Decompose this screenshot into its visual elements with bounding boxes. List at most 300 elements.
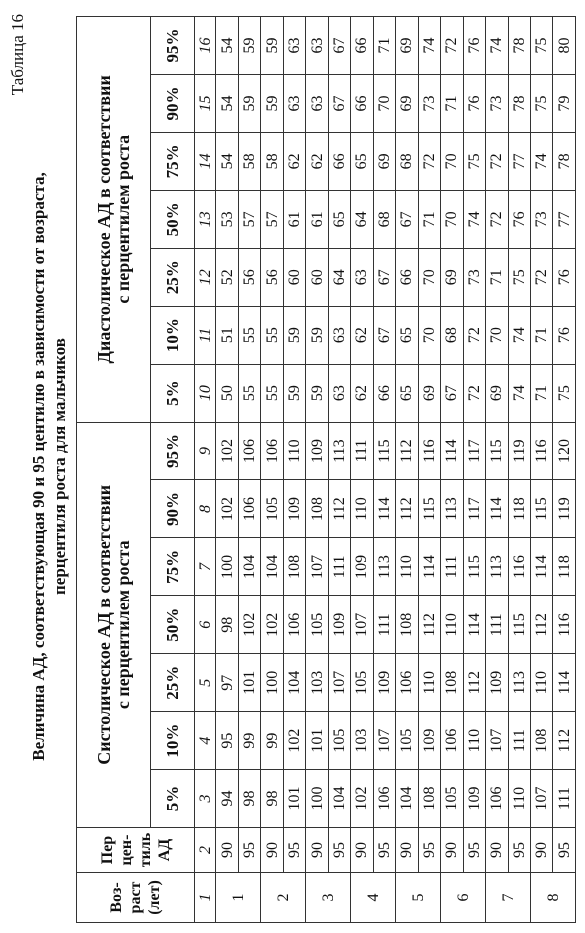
diastolic-cell: 79 (553, 75, 576, 133)
diastolic-cell: 78 (508, 75, 530, 133)
column-number: 16 (195, 17, 216, 75)
column-number: 10 (195, 364, 216, 422)
systolic-header-line: с перцентилем роста (112, 540, 133, 710)
diastolic-cell: 62 (351, 306, 373, 364)
table-row (328, 17, 350, 923)
table-row (283, 17, 305, 923)
systolic-cell: 102 (351, 770, 373, 828)
systolic-cell: 111 (508, 712, 530, 770)
diastolic-cell: 60 (283, 248, 305, 306)
growth-percentile-header: 5% (151, 770, 195, 828)
table-row (486, 17, 508, 923)
growth-percentile-header: 10% (151, 306, 195, 364)
bp-percentile-cell: 90 (441, 828, 463, 873)
systolic-cell: 110 (418, 654, 440, 712)
systolic-cell: 104 (396, 770, 418, 828)
diastolic-cell: 70 (373, 75, 395, 133)
systolic-cell: 110 (463, 712, 485, 770)
diastolic-cell: 74 (418, 17, 440, 75)
age-cell: 6 (441, 873, 486, 923)
systolic-cell: 105 (396, 712, 418, 770)
systolic-cell: 112 (553, 712, 576, 770)
title-line: перцентиля роста для мальчиков (50, 338, 69, 596)
age-cell: 7 (486, 873, 531, 923)
diastolic-cell: 63 (283, 17, 305, 75)
diastolic-cell: 56 (261, 248, 283, 306)
systolic-cell: 101 (238, 654, 260, 712)
systolic-cell: 107 (531, 770, 553, 828)
bp-percentile-cell: 90 (531, 828, 553, 873)
systolic-cell: 103 (351, 712, 373, 770)
systolic-cell: 97 (216, 654, 238, 712)
systolic-cell: 119 (553, 480, 576, 538)
systolic-cell: 104 (283, 654, 305, 712)
diastolic-cell: 69 (418, 364, 440, 422)
diastolic-cell: 74 (508, 364, 530, 422)
diastolic-cell: 55 (261, 364, 283, 422)
diastolic-cell: 58 (238, 132, 260, 190)
diastolic-cell: 74 (463, 190, 485, 248)
systolic-cell: 112 (531, 596, 553, 654)
systolic-cell: 101 (306, 712, 328, 770)
growth-percentile-header: 95% (151, 17, 195, 75)
column-number: 6 (195, 596, 216, 654)
systolic-cell: 111 (328, 538, 350, 596)
systolic-cell: 114 (531, 538, 553, 596)
diastolic-cell: 59 (283, 306, 305, 364)
growth-percentile-header: 10% (151, 712, 195, 770)
diastolic-cell: 63 (306, 17, 328, 75)
systolic-cell: 101 (283, 770, 305, 828)
age-header-line: (лет) (146, 880, 163, 915)
bp-percentile-cell: 95 (463, 828, 485, 873)
bp-percentile-cell: 95 (508, 828, 530, 873)
systolic-cell: 102 (238, 596, 260, 654)
column-number: 9 (195, 422, 216, 480)
diastolic-cell: 67 (328, 75, 350, 133)
table-body (195, 17, 576, 923)
diastolic-cell: 60 (306, 248, 328, 306)
diastolic-cell: 63 (283, 75, 305, 133)
title-line: Величина АД, соответствующая 90 и 95 центилю в зависимости от возраста, (29, 172, 48, 761)
systolic-cell: 100 (306, 770, 328, 828)
age-cell: 3 (306, 873, 351, 923)
diastolic-cell: 70 (441, 132, 463, 190)
growth-percentile-header: 90% (151, 75, 195, 133)
diastolic-cell: 59 (238, 17, 260, 75)
systolic-cell: 112 (396, 422, 418, 480)
systolic-cell: 98 (238, 770, 260, 828)
diastolic-cell: 66 (328, 132, 350, 190)
age-header (77, 873, 195, 923)
systolic-cell: 104 (328, 770, 350, 828)
table-row (351, 17, 373, 923)
growth-percentile-header: 50% (151, 190, 195, 248)
systolic-cell: 111 (351, 422, 373, 480)
percentile-header-line: АД (155, 838, 173, 862)
diastolic-cell: 69 (441, 248, 463, 306)
diastolic-cell: 70 (418, 306, 440, 364)
diastolic-cell: 75 (531, 17, 553, 75)
systolic-cell: 109 (418, 712, 440, 770)
bp-percentile-cell: 90 (216, 828, 238, 873)
diastolic-cell: 69 (486, 364, 508, 422)
systolic-cell: 103 (306, 654, 328, 712)
diastolic-cell: 59 (261, 75, 283, 133)
diastolic-cell: 69 (396, 17, 418, 75)
column-number: 14 (195, 132, 216, 190)
diastolic-cell: 74 (531, 132, 553, 190)
diastolic-cell: 77 (553, 190, 576, 248)
systolic-cell: 113 (328, 422, 350, 480)
diastolic-cell: 70 (418, 248, 440, 306)
diastolic-cell: 61 (283, 190, 305, 248)
systolic-cell: 94 (216, 770, 238, 828)
systolic-cell: 111 (441, 538, 463, 596)
column-number-row (195, 17, 216, 923)
systolic-cell: 108 (441, 654, 463, 712)
column-number: 5 (195, 654, 216, 712)
diastolic-cell: 66 (396, 248, 418, 306)
systolic-cell: 107 (486, 712, 508, 770)
diastolic-cell: 69 (396, 75, 418, 133)
diastolic-cell: 72 (486, 190, 508, 248)
diastolic-cell: 77 (508, 132, 530, 190)
systolic-cell: 119 (508, 422, 530, 480)
table-row (373, 17, 395, 923)
diastolic-cell: 68 (373, 190, 395, 248)
systolic-cell: 106 (238, 422, 260, 480)
bp-percentile-cell: 95 (373, 828, 395, 873)
bp-percentile-cell: 95 (238, 828, 260, 873)
systolic-cell: 115 (373, 422, 395, 480)
systolic-cell: 104 (261, 538, 283, 596)
diastolic-cell: 72 (418, 132, 440, 190)
bp-percentile-cell: 90 (486, 828, 508, 873)
systolic-cell: 109 (373, 654, 395, 712)
systolic-cell: 114 (418, 538, 440, 596)
systolic-cell: 114 (486, 480, 508, 538)
systolic-cell: 102 (283, 712, 305, 770)
diastolic-cell: 62 (306, 132, 328, 190)
systolic-cell: 113 (486, 538, 508, 596)
systolic-cell: 113 (373, 538, 395, 596)
bp-percentile-cell: 90 (351, 828, 373, 873)
percentile-header-line: тиль (136, 832, 154, 868)
systolic-cell: 98 (216, 596, 238, 654)
diastolic-cell: 71 (531, 306, 553, 364)
systolic-cell: 115 (486, 422, 508, 480)
diastolic-cell: 72 (463, 306, 485, 364)
diastolic-cell: 72 (531, 248, 553, 306)
diastolic-cell: 50 (216, 364, 238, 422)
diastolic-cell: 73 (486, 75, 508, 133)
bp-percentile-cell: 95 (418, 828, 440, 873)
header-row (151, 17, 195, 923)
systolic-cell: 111 (553, 770, 576, 828)
systolic-cell: 114 (441, 422, 463, 480)
diastolic-cell: 65 (396, 306, 418, 364)
diastolic-header (77, 17, 151, 423)
diastolic-cell: 70 (486, 306, 508, 364)
diastolic-cell: 65 (396, 364, 418, 422)
systolic-cell: 108 (306, 480, 328, 538)
systolic-cell: 110 (283, 422, 305, 480)
systolic-cell: 95 (216, 712, 238, 770)
diastolic-cell: 63 (328, 306, 350, 364)
diastolic-cell: 59 (283, 364, 305, 422)
systolic-cell: 105 (351, 654, 373, 712)
systolic-cell: 104 (238, 538, 260, 596)
growth-percentile-header: 75% (151, 538, 195, 596)
systolic-cell: 117 (463, 422, 485, 480)
systolic-cell: 112 (328, 480, 350, 538)
bp-percentile-cell: 95 (328, 828, 350, 873)
column-number: 7 (195, 538, 216, 596)
diastolic-cell: 65 (328, 190, 350, 248)
systolic-cell: 109 (283, 480, 305, 538)
systolic-cell: 105 (441, 770, 463, 828)
systolic-cell: 115 (463, 538, 485, 596)
diastolic-cell: 67 (328, 17, 350, 75)
diastolic-cell: 55 (261, 306, 283, 364)
table-row (306, 17, 328, 923)
systolic-cell: 112 (418, 596, 440, 654)
diastolic-cell: 73 (531, 190, 553, 248)
table-title (28, 20, 70, 913)
growth-percentile-header: 75% (151, 132, 195, 190)
diastolic-cell: 76 (463, 75, 485, 133)
diastolic-cell: 62 (351, 364, 373, 422)
diastolic-cell: 72 (441, 17, 463, 75)
diastolic-cell: 53 (216, 190, 238, 248)
diastolic-cell: 69 (373, 132, 395, 190)
systolic-cell: 110 (351, 480, 373, 538)
table-row (531, 17, 553, 923)
diastolic-header-line: Диастолическое АД в соответствии (93, 75, 114, 364)
diastolic-cell: 61 (306, 190, 328, 248)
table-row (463, 17, 485, 923)
bp-percentile-cell: 90 (396, 828, 418, 873)
systolic-cell: 102 (261, 596, 283, 654)
diastolic-cell: 51 (216, 306, 238, 364)
systolic-cell: 108 (283, 538, 305, 596)
systolic-cell: 109 (486, 654, 508, 712)
table-row (396, 17, 418, 923)
systolic-cell: 99 (261, 712, 283, 770)
table-header (77, 17, 195, 923)
systolic-cell: 106 (238, 480, 260, 538)
systolic-cell: 109 (463, 770, 485, 828)
table-label: Таблица 16 (8, 14, 27, 96)
percentile-header-line: цен- (117, 834, 135, 866)
diastolic-cell: 64 (351, 190, 373, 248)
diastolic-cell: 67 (373, 306, 395, 364)
diastolic-cell: 73 (463, 248, 485, 306)
systolic-cell: 107 (306, 538, 328, 596)
diastolic-cell: 67 (373, 248, 395, 306)
systolic-cell: 114 (373, 480, 395, 538)
diastolic-cell: 65 (351, 132, 373, 190)
systolic-cell: 106 (373, 770, 395, 828)
systolic-cell: 108 (531, 712, 553, 770)
systolic-cell: 107 (328, 654, 350, 712)
diastolic-cell: 52 (216, 248, 238, 306)
systolic-cell: 106 (486, 770, 508, 828)
age-cell: 2 (261, 873, 306, 923)
systolic-cell: 114 (553, 654, 576, 712)
diastolic-cell: 54 (216, 17, 238, 75)
systolic-cell: 120 (553, 422, 576, 480)
systolic-cell: 106 (441, 712, 463, 770)
diastolic-cell: 54 (216, 75, 238, 133)
systolic-cell: 102 (216, 480, 238, 538)
diastolic-cell: 78 (553, 132, 576, 190)
diastolic-cell: 66 (351, 17, 373, 75)
diastolic-cell: 78 (508, 17, 530, 75)
bp-percentile-cell: 95 (283, 828, 305, 873)
column-number: 13 (195, 190, 216, 248)
diastolic-cell: 75 (463, 132, 485, 190)
diastolic-cell: 66 (373, 364, 395, 422)
diastolic-cell: 59 (261, 17, 283, 75)
diastolic-header-line: с перцентилем роста (112, 134, 133, 304)
systolic-cell: 116 (418, 422, 440, 480)
systolic-cell: 106 (283, 596, 305, 654)
diastolic-cell: 75 (508, 248, 530, 306)
table-row (216, 17, 238, 923)
systolic-cell: 107 (351, 596, 373, 654)
diastolic-cell: 71 (486, 248, 508, 306)
systolic-cell: 115 (531, 480, 553, 538)
systolic-cell: 111 (486, 596, 508, 654)
diastolic-cell: 63 (351, 248, 373, 306)
diastolic-cell: 67 (396, 190, 418, 248)
systolic-cell: 110 (508, 770, 530, 828)
systolic-cell: 114 (463, 596, 485, 654)
diastolic-cell: 72 (486, 132, 508, 190)
growth-percentile-header: 25% (151, 248, 195, 306)
systolic-cell: 100 (261, 654, 283, 712)
diastolic-cell: 57 (261, 190, 283, 248)
diastolic-cell: 59 (306, 306, 328, 364)
systolic-cell: 105 (328, 712, 350, 770)
table-row (508, 17, 530, 923)
diastolic-cell: 68 (396, 132, 418, 190)
systolic-cell: 116 (508, 538, 530, 596)
systolic-cell: 109 (306, 422, 328, 480)
systolic-cell: 110 (441, 596, 463, 654)
diastolic-cell: 76 (463, 17, 485, 75)
diastolic-cell: 64 (328, 248, 350, 306)
age-cell: 8 (531, 873, 576, 923)
systolic-cell: 106 (261, 422, 283, 480)
table-row (553, 17, 576, 923)
age-header-line: раст (127, 881, 144, 914)
diastolic-cell: 76 (508, 190, 530, 248)
header-row (77, 17, 151, 923)
table-row (261, 17, 283, 923)
diastolic-cell: 71 (531, 364, 553, 422)
diastolic-cell: 56 (238, 248, 260, 306)
diastolic-cell: 74 (508, 306, 530, 364)
growth-percentile-header: 95% (151, 422, 195, 480)
diastolic-cell: 80 (553, 17, 576, 75)
diastolic-cell: 67 (441, 364, 463, 422)
systolic-cell: 117 (463, 480, 485, 538)
percentile-header (77, 828, 195, 873)
systolic-cell: 116 (553, 596, 576, 654)
column-number: 3 (195, 770, 216, 828)
bp-percentile-cell: 90 (261, 828, 283, 873)
systolic-cell: 112 (396, 480, 418, 538)
systolic-cell: 110 (396, 538, 418, 596)
table-row (418, 17, 440, 923)
age-cell: 5 (396, 873, 441, 923)
diastolic-cell: 74 (486, 17, 508, 75)
growth-percentile-header: 5% (151, 364, 195, 422)
diastolic-cell: 55 (238, 306, 260, 364)
diastolic-cell: 63 (328, 364, 350, 422)
age-cell: 4 (351, 873, 396, 923)
diastolic-cell: 72 (463, 364, 485, 422)
diastolic-cell: 68 (441, 306, 463, 364)
diastolic-cell: 71 (373, 17, 395, 75)
systolic-cell: 115 (508, 596, 530, 654)
systolic-cell: 108 (396, 596, 418, 654)
systolic-cell: 113 (441, 480, 463, 538)
column-number: 15 (195, 75, 216, 133)
column-number: 8 (195, 480, 216, 538)
diastolic-cell: 71 (418, 190, 440, 248)
diastolic-cell: 76 (553, 248, 576, 306)
bp-percentile-cell: 95 (553, 828, 576, 873)
diastolic-cell: 75 (531, 75, 553, 133)
column-number: 4 (195, 712, 216, 770)
systolic-cell: 106 (396, 654, 418, 712)
systolic-cell: 105 (306, 596, 328, 654)
age-cell: 1 (216, 873, 261, 923)
diastolic-cell: 73 (418, 75, 440, 133)
diastolic-cell: 58 (261, 132, 283, 190)
growth-percentile-header: 50% (151, 596, 195, 654)
systolic-cell: 118 (508, 480, 530, 538)
systolic-cell: 98 (261, 770, 283, 828)
diastolic-cell: 75 (553, 364, 576, 422)
systolic-cell: 111 (373, 596, 395, 654)
systolic-cell: 107 (373, 712, 395, 770)
diastolic-cell: 62 (283, 132, 305, 190)
diastolic-cell: 76 (553, 306, 576, 364)
diastolic-cell: 63 (306, 75, 328, 133)
systolic-cell: 108 (418, 770, 440, 828)
blood-pressure-table (76, 16, 576, 923)
bp-percentile-cell: 90 (306, 828, 328, 873)
table-row (441, 17, 463, 923)
systolic-header-line: Систолическое АД в соответствии (93, 484, 114, 765)
diastolic-cell: 54 (216, 132, 238, 190)
growth-percentile-header: 90% (151, 480, 195, 538)
systolic-cell: 113 (508, 654, 530, 712)
systolic-cell: 102 (216, 422, 238, 480)
systolic-cell: 116 (531, 422, 553, 480)
diastolic-cell: 66 (351, 75, 373, 133)
systolic-cell: 115 (418, 480, 440, 538)
age-header-line: Воз- (108, 882, 125, 913)
systolic-cell: 118 (553, 538, 576, 596)
diastolic-cell: 71 (441, 75, 463, 133)
growth-percentile-header: 25% (151, 654, 195, 712)
